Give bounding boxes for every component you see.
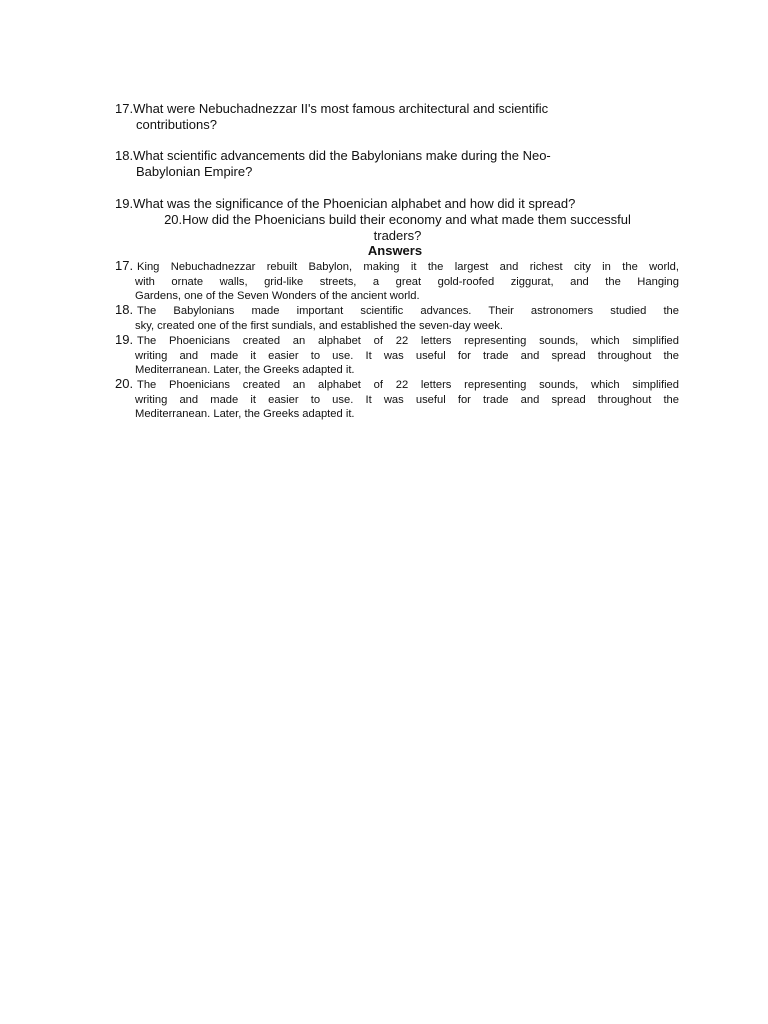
question-text-line1: What were Nebuchadnezzar II's most famous architectural and scientific — [133, 101, 549, 116]
question-text-line1: What was the significance of the Phoenician alphabet and how did it spread? — [133, 196, 576, 211]
question-text-line2: Babylonian Empire? — [136, 164, 253, 179]
answers-heading: Answers — [367, 243, 423, 258]
answer-number: 20. — [115, 376, 134, 391]
answer-number: 19. — [115, 332, 134, 347]
question-text-line1: What scientific advancements did the Babylonians make during the Neo- — [133, 148, 551, 163]
question-text-line2: traders? — [373, 228, 422, 243]
question-18 — [115, 148, 675, 180]
question-text-line1: How did the Phoenicians build their economy and what made them successful — [182, 212, 631, 227]
answer-17 — [115, 260, 679, 304]
question-number: 19. — [115, 196, 134, 211]
answer-19 — [115, 334, 679, 378]
answer-line: sky, created one of the first sundials, and established the seven-day week. — [135, 319, 503, 332]
answer-line: The Phoenicians created an alphabet of 22 letters representing sounds, which simplified — [137, 335, 679, 347]
question-20 — [115, 212, 680, 244]
answer-line: Mediterranean. Later, the Greeks adapted it. — [135, 408, 355, 421]
answer-line: The Babylonians made important scientific advances. Their astronomers studied the — [137, 305, 679, 317]
question-number: 18. — [115, 148, 134, 163]
answer-18 — [115, 304, 679, 333]
answer-line: writing and made it easier to use. It was useful for trade and spread throughout the — [135, 393, 679, 406]
answer-line: The Phoenicians created an alphabet of 22 letters representing sounds, which simplified — [137, 379, 679, 391]
question-19 — [115, 196, 675, 212]
answer-number: 18. — [115, 302, 134, 317]
question-text-line2: contributions? — [136, 117, 217, 132]
answer-number: 17. — [115, 258, 134, 273]
answer-20 — [115, 378, 679, 422]
answer-line: writing and made it easier to use. It was useful for trade and spread throughout the — [135, 349, 679, 362]
question-number: 17. — [115, 101, 134, 116]
question-17 — [115, 101, 675, 133]
answer-line: with ornate walls, grid-like streets, a great gold-roofed ziggurat, and the Hanging — [135, 275, 679, 288]
answer-line: King Nebuchadnezzar rebuilt Babylon, making it the largest and richest city in the world, — [137, 261, 679, 273]
answer-line: Mediterranean. Later, the Greeks adapted it. — [135, 364, 355, 377]
question-number: 20. — [164, 212, 183, 227]
answer-line: Gardens, one of the Seven Wonders of the ancient world. — [135, 290, 420, 303]
